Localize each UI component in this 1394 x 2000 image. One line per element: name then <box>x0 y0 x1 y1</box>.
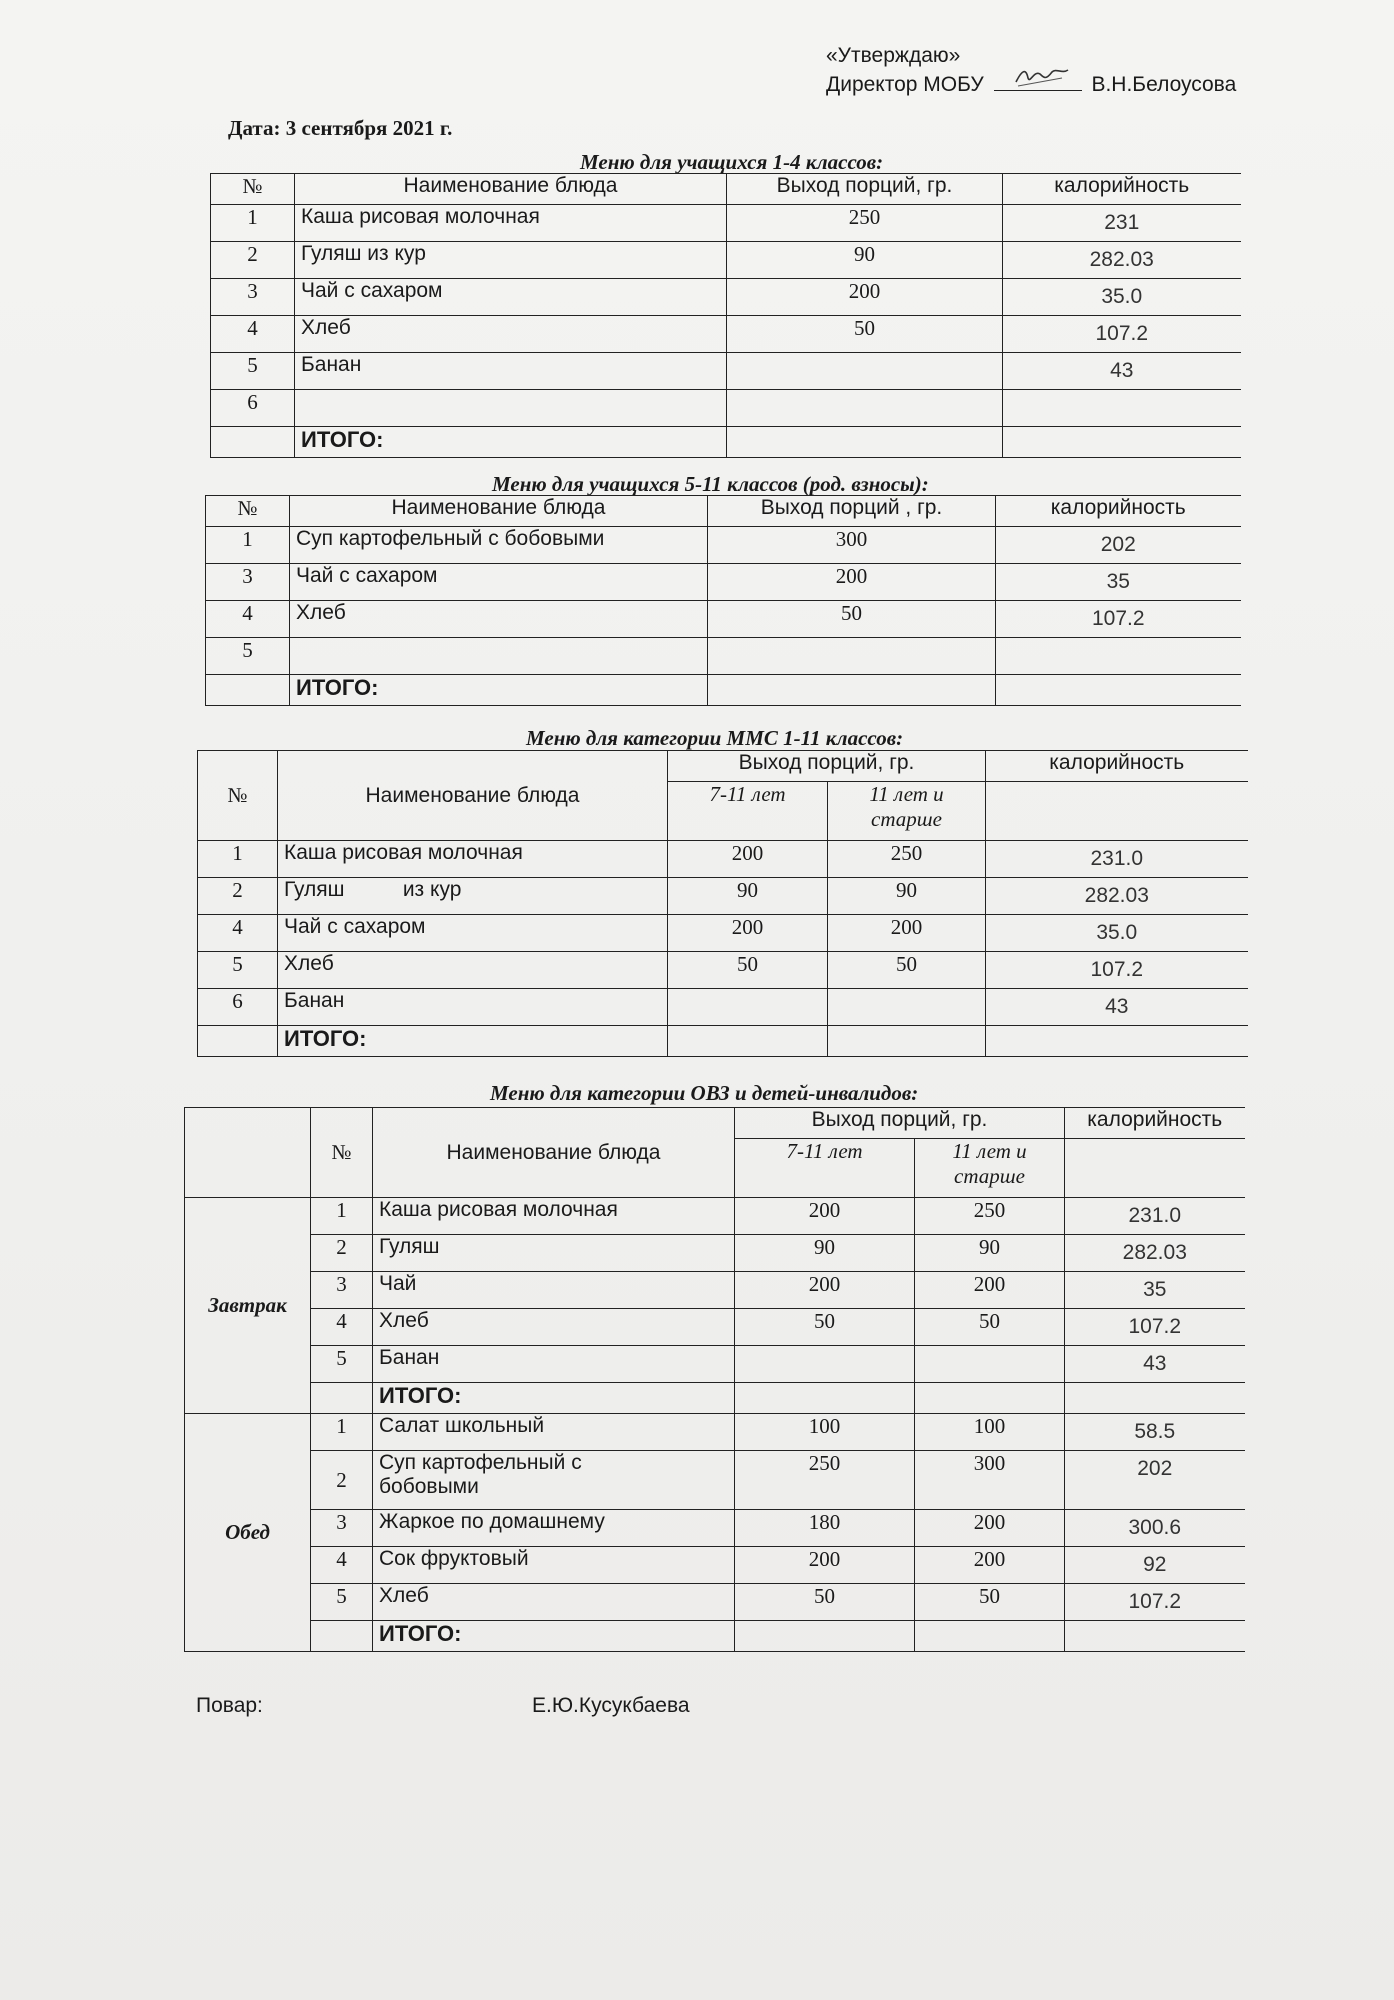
row-number: 1 <box>206 527 290 564</box>
row-number: 2 <box>311 1235 373 1272</box>
empty-cell <box>727 427 1003 458</box>
table2-header-cell: № <box>206 496 290 527</box>
row-number: 1 <box>198 841 278 878</box>
dish-name: Гуляш из кур <box>278 878 668 915</box>
dish-name-line: Суп картофельный с <box>379 1451 582 1474</box>
table-row <box>211 316 1241 353</box>
table-row <box>185 1510 1245 1547</box>
calories: 92 <box>1065 1547 1245 1584</box>
dish-name: Чай с сахаром <box>278 915 668 952</box>
table3-caption: Меню для категории ММС 1-11 классов: <box>526 726 904 750</box>
empty-cell <box>185 1108 311 1198</box>
dish-name: Чай <box>373 1272 735 1309</box>
table-total-row <box>198 1026 1248 1057</box>
portion-output <box>708 638 996 675</box>
empty-cell <box>735 1383 915 1414</box>
row-number: 4 <box>311 1309 373 1346</box>
dish-name: Банан <box>295 353 727 390</box>
calories: 43 <box>1003 353 1241 390</box>
row-number: 3 <box>311 1510 373 1547</box>
age-group-header <box>828 782 986 841</box>
dish-name <box>373 1451 735 1510</box>
total-label: ИТОГО: <box>373 1621 735 1652</box>
calories <box>996 638 1241 675</box>
calories: 107.2 <box>1003 316 1241 353</box>
portion-output: 200 <box>735 1547 915 1584</box>
total-label: ИТОГО: <box>295 427 727 458</box>
portion-output: 90 <box>735 1235 915 1272</box>
calories: 43 <box>1065 1346 1245 1383</box>
row-number: 2 <box>311 1451 373 1510</box>
row-number: 6 <box>211 390 295 427</box>
table4-header-cell: Наименование блюда <box>373 1108 735 1198</box>
empty-cell <box>1003 427 1241 458</box>
portion-output: 50 <box>735 1584 915 1621</box>
table3-header-row <box>198 751 1248 782</box>
age-group-header: 7-11 лет <box>668 782 828 841</box>
table4-header-cell: Выход порций, гр. <box>735 1108 1065 1139</box>
portion-output: 200 <box>727 279 1003 316</box>
table-row <box>198 989 1248 1026</box>
calories: 107.2 <box>986 952 1248 989</box>
row-number: 4 <box>211 316 295 353</box>
table3-header-cell: калорийность <box>986 751 1248 782</box>
table-row <box>198 841 1248 878</box>
table4 <box>184 1107 1245 1652</box>
calories: 202 <box>1065 1451 1245 1510</box>
portion-output: 180 <box>735 1510 915 1547</box>
portion-output: 100 <box>735 1414 915 1451</box>
dish-name: Жаркое по домашнему <box>373 1510 735 1547</box>
portion-output: 200 <box>915 1547 1065 1584</box>
table-row <box>185 1235 1245 1272</box>
calories: 35 <box>1065 1272 1245 1309</box>
dish-name: Хлеб <box>290 601 708 638</box>
empty-cell <box>996 675 1241 706</box>
row-number: 3 <box>311 1272 373 1309</box>
calories: 107.2 <box>1065 1309 1245 1346</box>
portion-output: 200 <box>735 1272 915 1309</box>
portion-output: 50 <box>915 1584 1065 1621</box>
calories: 282.03 <box>1065 1235 1245 1272</box>
row-number: 5 <box>206 638 290 675</box>
portion-output: 300 <box>915 1451 1065 1510</box>
row-number: 1 <box>311 1414 373 1451</box>
dish-name: Каша рисовая молочная <box>373 1198 735 1235</box>
table1-header-row <box>211 174 1241 205</box>
row-number: 5 <box>211 353 295 390</box>
table-row <box>198 878 1248 915</box>
table3-header-cell: № <box>198 751 278 841</box>
portion-output: 90 <box>727 242 1003 279</box>
calories: 282.03 <box>1003 242 1241 279</box>
signature-mark <box>1012 64 1072 90</box>
calories: 231.0 <box>986 841 1248 878</box>
calories: 107.2 <box>1065 1584 1245 1621</box>
portion-output: 50 <box>668 952 828 989</box>
calories: 35.0 <box>986 915 1248 952</box>
dish-name: Хлеб <box>373 1309 735 1346</box>
age-group-line: старше <box>954 1164 1025 1188</box>
table1-caption: Меню для учащихся 1-4 классов: <box>580 150 884 174</box>
signature-line <box>994 70 1082 91</box>
total-label: ИТОГО: <box>278 1026 668 1057</box>
portion-output: 200 <box>668 841 828 878</box>
row-number: 4 <box>206 601 290 638</box>
dish-name: Каша рисовая молочная <box>278 841 668 878</box>
table1-header-cell: калорийность <box>1003 174 1241 205</box>
dish-name: Гуляш <box>373 1235 735 1272</box>
calories: 231.0 <box>1065 1198 1245 1235</box>
empty-cell <box>668 1026 828 1057</box>
portion-output: 250 <box>727 205 1003 242</box>
table-row <box>211 390 1241 427</box>
table-row <box>185 1547 1245 1584</box>
dish-name: Чай с сахаром <box>290 564 708 601</box>
total-label: ИТОГО: <box>290 675 708 706</box>
table3 <box>197 750 1248 1057</box>
portion-output: 200 <box>828 915 986 952</box>
table-total-row <box>206 675 1241 706</box>
table-row <box>206 601 1241 638</box>
empty-cell <box>1065 1621 1245 1652</box>
portion-output <box>828 989 986 1026</box>
table2-header-cell: Наименование блюда <box>290 496 708 527</box>
cook-name: Е.Ю.Кусукбаева <box>532 1694 690 1717</box>
table4-header-cell: калорийность <box>1065 1108 1245 1139</box>
approval-director-name: В.Н.Белоусова <box>1091 73 1237 96</box>
empty-cell <box>206 675 290 706</box>
meal-label-breakfast: Завтрак <box>185 1198 311 1414</box>
portion-output: 50 <box>915 1309 1065 1346</box>
age-group-header <box>915 1139 1065 1198</box>
table1-header-cell: Наименование блюда <box>295 174 727 205</box>
portion-output: 300 <box>708 527 996 564</box>
dish-name: Каша рисовая молочная <box>295 205 727 242</box>
row-number: 3 <box>211 279 295 316</box>
table4-header-cell: № <box>311 1108 373 1198</box>
dish-name: Банан <box>373 1346 735 1383</box>
calories: 231 <box>1003 205 1241 242</box>
table-row <box>185 1272 1245 1309</box>
portion-output: 200 <box>708 564 996 601</box>
row-number: 5 <box>311 1584 373 1621</box>
portion-output: 250 <box>735 1451 915 1510</box>
portion-output: 90 <box>828 878 986 915</box>
portion-output: 50 <box>708 601 996 638</box>
portion-output: 250 <box>828 841 986 878</box>
portion-output: 200 <box>915 1510 1065 1547</box>
table-row <box>206 638 1241 675</box>
empty-cell <box>211 427 295 458</box>
empty-cell <box>311 1383 373 1414</box>
table3-header-cell: Выход порций, гр. <box>668 751 986 782</box>
calories: 43 <box>986 989 1248 1026</box>
dish-name: Хлеб <box>373 1584 735 1621</box>
calories: 202 <box>996 527 1241 564</box>
dish-name-line: бобовыми <box>379 1475 479 1498</box>
age-group-line: 11 лет и <box>869 782 944 806</box>
table-row <box>206 527 1241 564</box>
approval-title: «Утверждаю» <box>826 44 961 67</box>
row-number: 3 <box>206 564 290 601</box>
calories: 35.0 <box>1003 279 1241 316</box>
empty-cell <box>708 675 996 706</box>
dish-name <box>290 638 708 675</box>
table-total-row <box>185 1621 1245 1652</box>
dish-name: Салат школьный <box>373 1414 735 1451</box>
table1-header-cell: № <box>211 174 295 205</box>
approval-block <box>826 42 1236 99</box>
calories: 107.2 <box>996 601 1241 638</box>
dish-name <box>295 390 727 427</box>
row-number: 1 <box>311 1198 373 1235</box>
table3-header-cell: Наименование блюда <box>278 751 668 841</box>
portion-output: 250 <box>915 1198 1065 1235</box>
empty-cell <box>986 782 1248 841</box>
approval-director-line <box>826 70 1236 99</box>
table-row <box>185 1414 1245 1451</box>
portion-output: 90 <box>915 1235 1065 1272</box>
row-number: 6 <box>198 989 278 1026</box>
calories <box>1003 390 1241 427</box>
empty-cell <box>1065 1383 1245 1414</box>
portion-output: 200 <box>915 1272 1065 1309</box>
portion-output: 200 <box>735 1198 915 1235</box>
table2-caption: Меню для учащихся 5-11 классов (род. взносы): <box>492 472 929 496</box>
table1-header-cell: Выход порций, гр. <box>727 174 1003 205</box>
table2-header-cell: Выход порций , гр. <box>708 496 996 527</box>
portion-output: 50 <box>735 1309 915 1346</box>
portion-output: 50 <box>828 952 986 989</box>
empty-cell <box>986 1026 1248 1057</box>
row-number: 4 <box>311 1547 373 1584</box>
row-number: 1 <box>211 205 295 242</box>
dish-name: Гуляш из кур <box>295 242 727 279</box>
empty-cell <box>915 1383 1065 1414</box>
dish-name: Хлеб <box>295 316 727 353</box>
table-total-row <box>185 1383 1245 1414</box>
meal-label-lunch: Обед <box>185 1414 311 1652</box>
table-row <box>206 564 1241 601</box>
table2-header-row <box>206 496 1241 527</box>
portion-output <box>735 1346 915 1383</box>
empty-cell <box>311 1621 373 1652</box>
menu-date: Дата: 3 сентября 2021 г. <box>228 116 453 140</box>
table-row <box>211 353 1241 390</box>
table-row <box>185 1198 1245 1235</box>
dish-name: Суп картофельный с бобовыми <box>290 527 708 564</box>
table-row <box>185 1451 1245 1510</box>
row-number: 5 <box>311 1346 373 1383</box>
row-number: 2 <box>198 878 278 915</box>
age-group-line: 11 лет и <box>952 1139 1027 1163</box>
total-label: ИТОГО: <box>373 1383 735 1414</box>
table1 <box>210 173 1241 458</box>
approval-director-label: Директор МОБУ <box>826 73 984 96</box>
portion-output <box>727 353 1003 390</box>
table4-header-row <box>185 1108 1245 1139</box>
empty-cell <box>915 1621 1065 1652</box>
dish-name: Сок фруктовый <box>373 1547 735 1584</box>
table-row <box>211 279 1241 316</box>
table2-header-cell: калорийность <box>996 496 1241 527</box>
portion-output: 90 <box>668 878 828 915</box>
portion-output: 200 <box>668 915 828 952</box>
calories: 35 <box>996 564 1241 601</box>
empty-cell <box>1065 1139 1245 1198</box>
table-total-row <box>211 427 1241 458</box>
calories: 58.5 <box>1065 1414 1245 1451</box>
dish-name: Хлеб <box>278 952 668 989</box>
portion-output <box>727 390 1003 427</box>
table4-caption: Меню для категории ОВЗ и детей-инвалидов: <box>490 1081 919 1105</box>
portion-output <box>668 989 828 1026</box>
portion-output: 100 <box>915 1414 1065 1451</box>
portion-output <box>915 1346 1065 1383</box>
table-row <box>198 952 1248 989</box>
table-row <box>185 1346 1245 1383</box>
empty-cell <box>828 1026 986 1057</box>
table-row <box>185 1584 1245 1621</box>
empty-cell <box>198 1026 278 1057</box>
dish-name: Банан <box>278 989 668 1026</box>
table-row <box>211 242 1241 279</box>
row-number: 2 <box>211 242 295 279</box>
table2 <box>205 495 1241 706</box>
table-row <box>185 1309 1245 1346</box>
row-number: 4 <box>198 915 278 952</box>
empty-cell <box>735 1621 915 1652</box>
table-row <box>211 205 1241 242</box>
calories: 282.03 <box>986 878 1248 915</box>
calories: 300.6 <box>1065 1510 1245 1547</box>
table-row <box>198 915 1248 952</box>
row-number: 5 <box>198 952 278 989</box>
age-group-header: 7-11 лет <box>735 1139 915 1198</box>
dish-name: Чай с сахаром <box>295 279 727 316</box>
age-group-line: старше <box>871 807 942 831</box>
cook-label: Повар: <box>196 1694 263 1717</box>
portion-output: 50 <box>727 316 1003 353</box>
